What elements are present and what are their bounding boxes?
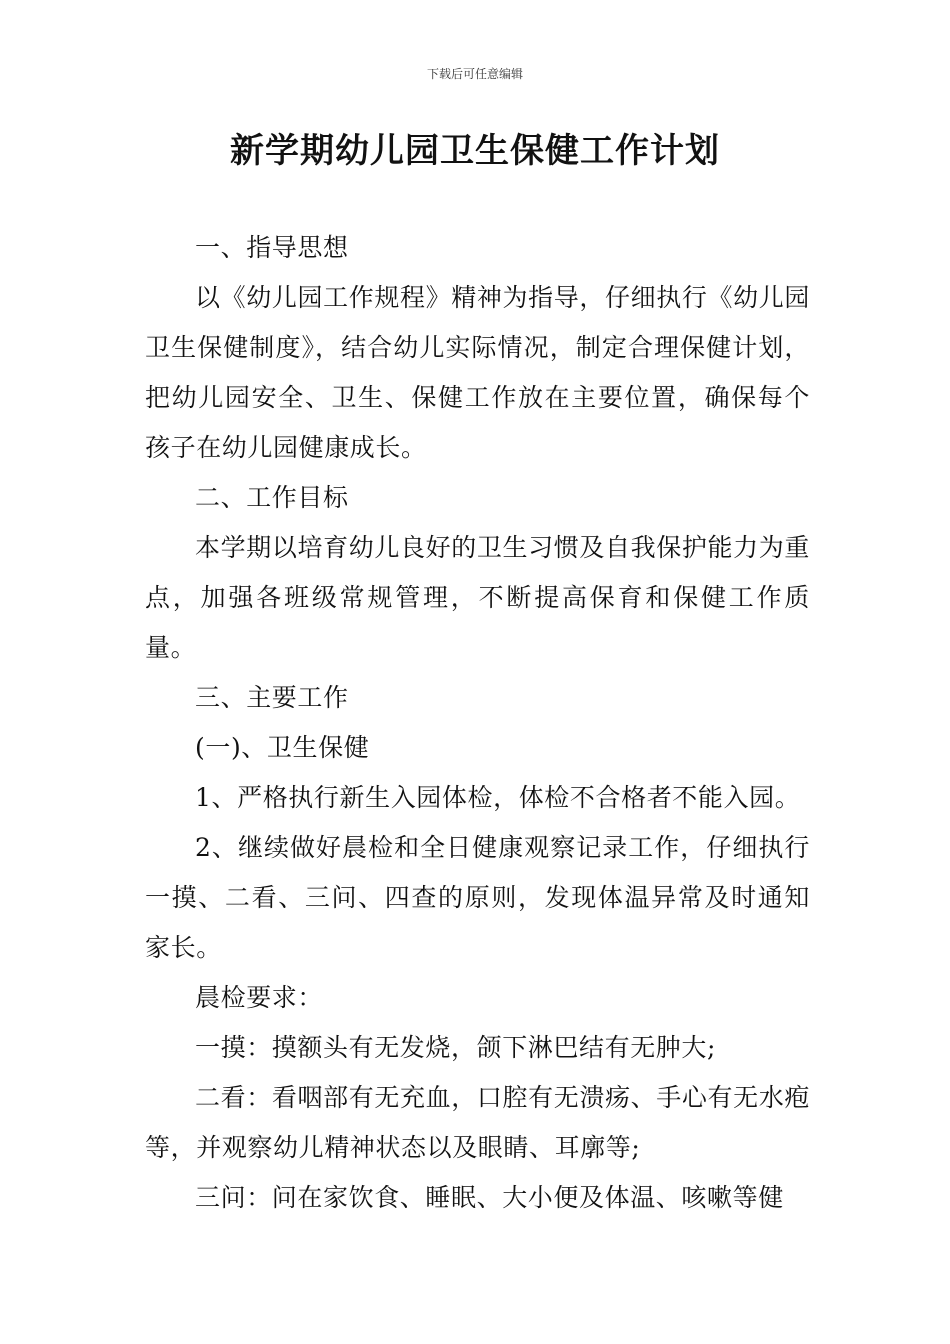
section-heading-work-goals: 二、工作目标 — [195, 483, 349, 512]
morning-check-heading: 晨检要求： — [195, 983, 324, 1012]
document-body — [145, 223, 810, 1223]
section-heading-main-work: 三、主要工作 — [195, 683, 349, 712]
list-item-1: 1、严格执行新生入园体检，体检不合格者不能入园。 — [195, 783, 801, 812]
list-item-2: 2、继续做好晨检和全日健康观察记录工作，仔细执行一摸、二看、三问、四查的原则，发现体温异常及时通知家长。 — [145, 833, 810, 962]
document-title: 新学期幼儿园卫生保健工作计划 — [230, 131, 720, 171]
paragraph-guiding-ideology: 以《幼儿园工作规程》精神为指导，仔细执行《幼儿园卫生保健制度》，结合幼儿实际情况，制定合理保健计划，把幼儿园安全、卫生、保健工作放在主要位置，确保每个孩子在幼儿园健康成长。 — [145, 283, 810, 462]
morning-check-ask: 三问：问在家饮食、睡眠、大小便及体温、咳嗽等健 — [195, 1183, 784, 1212]
header-note: 下载后可任意编辑 — [426, 67, 523, 81]
subsection-heading-health-care: (一)、卫生保健 — [195, 733, 370, 762]
section-heading-guiding-ideology: 一、指导思想 — [195, 233, 349, 262]
morning-check-look: 二看：看咽部有无充血，口腔有无溃疡、手心有无水疱等，并观察幼儿精神状态以及眼睛、耳廓等; — [145, 1083, 810, 1162]
paragraph-work-goals: 本学期以培育幼儿良好的卫生习惯及自我保护能力为重点，加强各班级常规管理，不断提高保育和保健工作质量。 — [145, 533, 810, 662]
morning-check-touch: 一摸：摸额头有无发烧，颌下淋巴结有无肿大; — [195, 1033, 717, 1062]
